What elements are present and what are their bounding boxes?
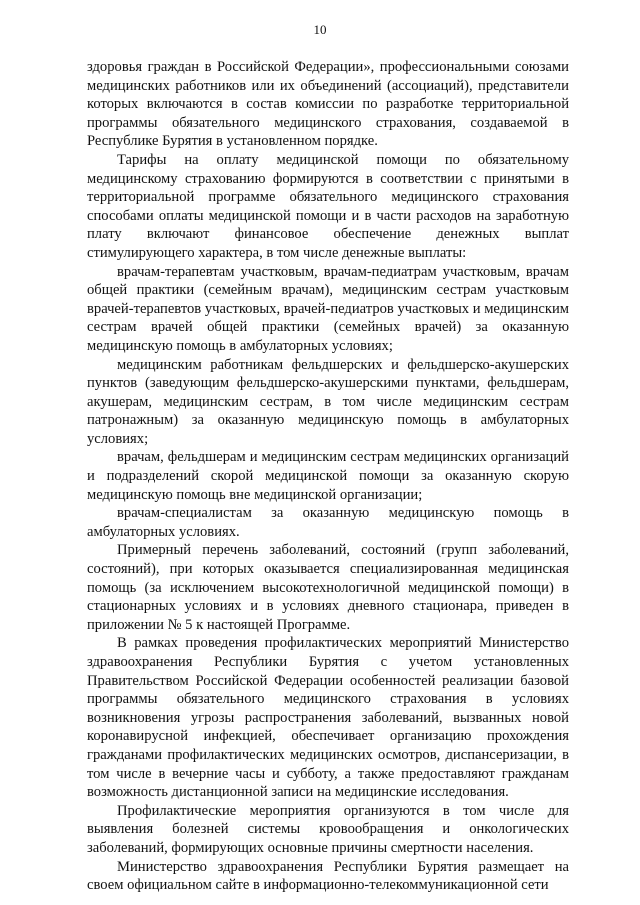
paragraph-continuation: здоровья граждан в Российской Федерации», профессиональными союзами медицинских работников или их объединений (ассоциаций), представители которых включаются в состав комиссии по разработке территориальной программы обязательного медицинского страхования, создаваемой в Республике Бурятия в установленном порядке.: [87, 59, 569, 150]
document-body: [87, 58, 569, 895]
paragraph-ministry-website: Министерство здравоохранения Республики Бурятия размещает на своем официальном сайте в информационно-телекоммуникационной сети: [87, 858, 569, 894]
paragraph-preventive-goals: Профилактические мероприятия организуются в том числе для выявления болезней системы кровообращения и онкологических заболеваний, формирующих основные причины смертности населения.: [87, 802, 569, 856]
paragraph-payments-emergency-care: врачам, фельдшерам и медицинским сестрам медицинских организаций и подразделений скорой медицинской помощи за оказанную скорую медицинскую помощь вне медицинской организации;: [87, 449, 569, 503]
paragraph-payments-feldsher-stations: медицинским работникам фельдшерских и фельдшерско-акушерских пунктов (заведующим фельдшерско-акушерскими пунктами, фельдшерам, акушерам, медицинским сестрам, в том числе медицинским сестрам патронажным) за оказанную медицинскую помощь в амбулаторных условиях;: [87, 356, 569, 447]
paragraph-tariffs: Тарифы на оплату медицинской помощи по обязательному медицинскому страхованию формируются в соответствии с принятыми в территориальной программе обязательного медицинского страхования способами оплаты медицинской помощи и в части расходов на заработную плату включают финансовое обеспечение денежных выплат стимулирующего характера, в том числе денежные выплаты:: [87, 151, 569, 261]
paragraph-payments-district-doctors: врачам-терапевтам участковым, врачам-педиатрам участковым, врачам общей практики (семейным врачам), медицинским сестрам участковым врачей-терапевтов участковых, врачей-педиатров участковых и медицинским сестрам врачей общей практики (семейных врачей) за оказанную медицинскую помощь в амбулаторных условиях;: [87, 263, 569, 354]
paragraph-preventive-measures: В рамках проведения профилактических мероприятий Министерство здравоохранения Республики Бурятия с учетом установленных Правительством Российской Федерации особенностей реализации базовой программы обязательного медицинского страхования в условиях возникновения угрозы распространения заболеваний, вызванных новой коронавирусной инфекцией, обеспечивает организацию прохождения гражданами профилактических медицинских осмотров, диспансеризации, в том числе в вечерние часы и субботу, а также предоставляют гражданам возможность дистанционной записи на медицинские исследования.: [87, 635, 569, 801]
paragraph-payments-specialists: врачам-специалистам за оказанную медицинскую помощь в амбулаторных условиях.: [87, 505, 569, 540]
paragraph-disease-list: Примерный перечень заболеваний, состояний (групп заболеваний, состояний), при которых оказывается специализированная медицинская помощь (за исключением высокотехнологичной медицинской помощи) в стационарных условиях и в условиях дневного стационара, приведен в приложении № 5 к настоящей Программе.: [87, 542, 569, 633]
page-number: 10: [313, 22, 327, 37]
